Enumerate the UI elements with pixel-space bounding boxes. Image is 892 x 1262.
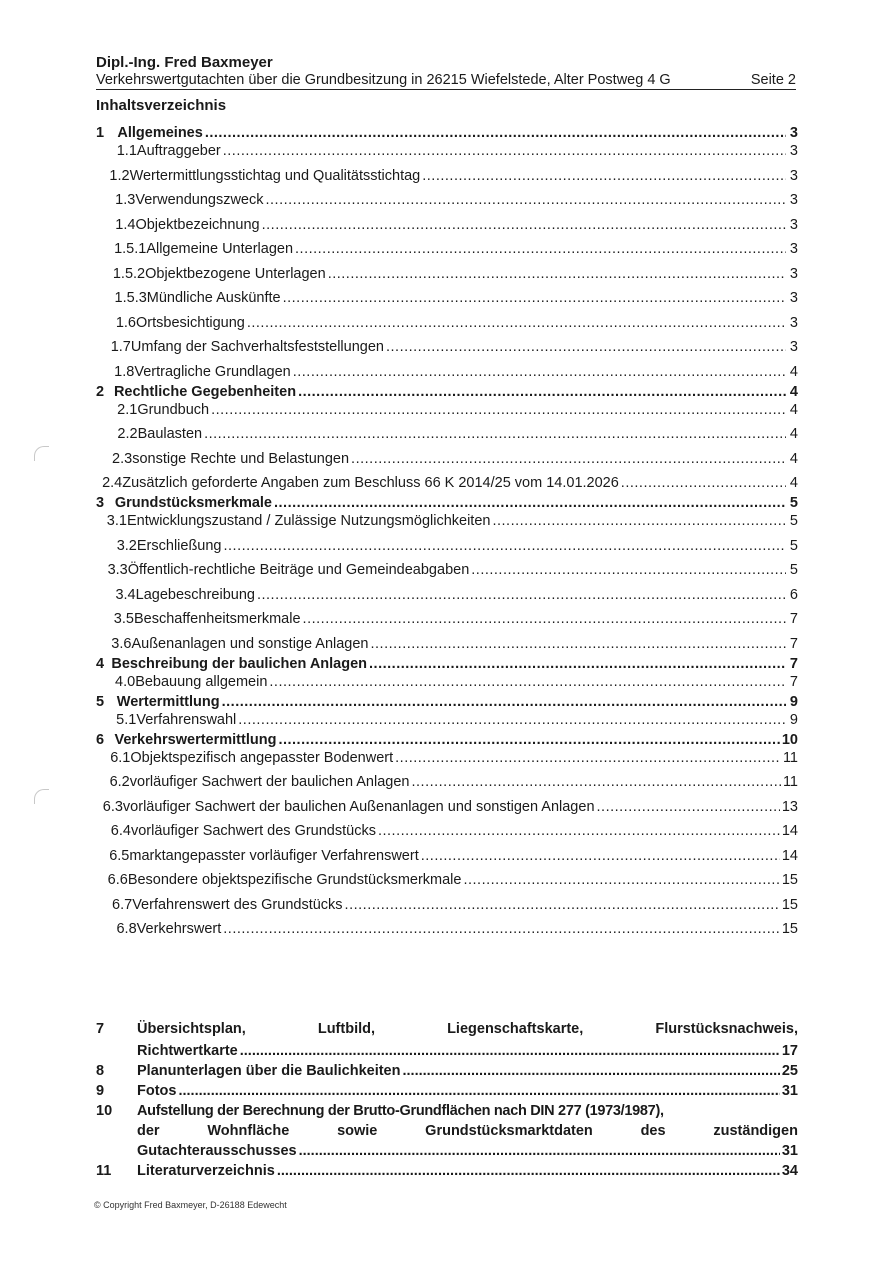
leader-dots [422, 168, 786, 184]
toc-entry-page: 14 [781, 823, 798, 839]
toc-entry-page: 4 [789, 402, 798, 418]
leader-dots [345, 897, 780, 913]
toc-entry-title: Umfang der Sachverhaltsfeststellungen [130, 339, 384, 355]
toc-entry-title: Auftraggeber [136, 143, 221, 159]
toc-entry-6-6[interactable] [96, 872, 798, 894]
leader-dots [378, 823, 780, 839]
toc-entry-title: Außenanlagen und sonstige Anlagen [131, 636, 369, 652]
toc-entry-number: 3.3 [107, 562, 128, 578]
toc-entry-page: 3 [789, 241, 798, 257]
toc-entry-title: vorläufiger Sachwert der baulichen Außenanlagen und sonstigen Anlagen [122, 799, 595, 815]
toc-entry-page: 34 [781, 1163, 798, 1179]
toc-entry-title: Verkehrswertermittlung [114, 732, 277, 748]
toc-word: sowie [337, 1123, 378, 1139]
toc-entry-number: 2.1 [117, 402, 138, 418]
toc-entry-number: 8 [96, 1063, 105, 1079]
toc-entry-number: 1.4 [115, 217, 136, 233]
toc-entry-title: Verwendungszweck [135, 192, 264, 208]
toc-entry-page: 3 [789, 143, 798, 159]
toc-entry-page: 7 [789, 674, 798, 690]
toc-entry-page: 17 [781, 1043, 798, 1059]
toc-entry-number: 6.1 [110, 750, 131, 766]
toc-entry-page: 4 [789, 384, 798, 400]
toc-entry-2-3[interactable] [96, 451, 798, 473]
toc-entry-number: 6.8 [116, 921, 137, 937]
toc-entry-number: 1.7 [110, 339, 131, 355]
toc-entry-page: 31 [781, 1143, 798, 1159]
toc-word: der [137, 1123, 160, 1139]
toc-entry-title: Fotos [137, 1083, 177, 1099]
toc-entry-number: 5 [96, 694, 105, 710]
toc-entry-page: 7 [789, 611, 798, 627]
toc-entry-number: 2.4 [102, 475, 123, 491]
toc-entry-page: 3 [789, 290, 798, 306]
toc-entry-number: 5.1 [116, 712, 137, 728]
toc-entry-6-4[interactable] [96, 823, 798, 845]
toc-entry-number: 6.3 [102, 799, 123, 815]
leader-dots [371, 636, 787, 652]
leader-dots [299, 1143, 780, 1159]
leader-dots [274, 495, 786, 511]
toc-entry-page: 10 [781, 732, 798, 748]
toc-entry-number: 1.5.3 [114, 290, 147, 306]
leader-dots [351, 451, 786, 467]
copyright-footer: © Copyright Fred Baxmeyer, D-26188 Edewecht [94, 1200, 287, 1210]
leader-dots [463, 872, 779, 888]
toc-entry-page: 3 [789, 217, 798, 233]
toc-word: zuständigen [713, 1123, 798, 1139]
toc-entry-page: 15 [781, 921, 798, 937]
toc-entry-5-1[interactable] [96, 712, 798, 734]
toc-entry-1-1[interactable] [96, 143, 798, 165]
toc-entry-title: vorläufiger Sachwert des Grundstücks [130, 823, 376, 839]
toc-entry-number: 3.6 [111, 636, 132, 652]
toc-entry-number: 3.4 [115, 587, 136, 603]
toc-entry-page: 31 [781, 1083, 798, 1099]
toc-entry-title: Allgemeine Unterlagen [146, 241, 294, 257]
leader-dots [293, 364, 786, 380]
toc-entry-number: 4 [96, 656, 105, 672]
toc-entry-4-0[interactable] [96, 674, 798, 696]
toc-entry-3-4[interactable] [96, 587, 798, 609]
toc-entry-title: Verkehrswert [136, 921, 222, 937]
toc-entry-page: 4 [789, 364, 798, 380]
leader-dots [269, 674, 786, 690]
toc-entry-number: 1.6 [115, 315, 137, 331]
toc-entry-line [137, 1123, 798, 1143]
leader-dots [278, 732, 779, 748]
toc-entry-11[interactable] [96, 1163, 798, 1183]
toc-entry-number: 2.2 [117, 426, 138, 442]
leader-dots [421, 848, 780, 864]
toc-entry-number: 2 [96, 384, 105, 400]
leader-dots [247, 315, 786, 331]
toc-entry-title: Objektspezifisch angepasster Bodenwert [130, 750, 394, 766]
toc-entry-3-1[interactable] [96, 513, 798, 535]
toc-entry-page: 7 [789, 636, 798, 652]
toc-entry-title: Lagebeschreibung [135, 587, 255, 603]
toc-entry-title: Literaturverzeichnis [137, 1163, 275, 1179]
leader-dots [298, 384, 786, 400]
toc-entry-number: 3 [96, 495, 105, 511]
toc-entry-line [137, 1063, 798, 1083]
toc-entry-page: 15 [781, 897, 798, 913]
author-name: Dipl.-Ing. Fred Baxmeyer [96, 54, 273, 71]
leader-dots [223, 921, 780, 937]
toc-entry-title: Grundstücksmerkmale [114, 495, 272, 511]
toc-entry-3-2[interactable] [96, 538, 798, 560]
toc-entry-title: Wertermittlung [116, 694, 220, 710]
toc-entry-number: 6.4 [110, 823, 131, 839]
toc-entry-page: 3 [789, 192, 798, 208]
toc-entry-title: Erschließung [136, 538, 222, 554]
toc-entry-page: 3 [789, 125, 798, 141]
toc-entry-number: 6 [96, 732, 105, 748]
toc-entry-3-6[interactable] [96, 636, 798, 658]
leader-dots [205, 125, 786, 141]
leader-dots [178, 1083, 779, 1099]
leader-dots [223, 143, 786, 159]
toc-entry-title: vorläufiger Sachwert der baulichen Anlagen [129, 774, 410, 790]
leader-dots [411, 774, 780, 790]
toc-entry-page: 7 [789, 656, 798, 672]
toc-entry-title: Zusätzlich geforderte Angaben zum Beschluss 66 K 2014/25 vom 14.01.2026 [122, 475, 619, 491]
toc-entry-page: 25 [781, 1063, 798, 1079]
leader-dots [277, 1163, 780, 1179]
leader-dots [211, 402, 786, 418]
toc-entry-title: Beschreibung der baulichen Anlagen [111, 656, 368, 672]
toc-word: des [640, 1123, 666, 1139]
leader-dots [597, 799, 780, 815]
toc-entry-number: 6.2 [109, 774, 130, 790]
toc-entry-number: 11 [96, 1163, 112, 1179]
toc-entry-3-5[interactable] [96, 611, 798, 633]
leader-dots [402, 1063, 779, 1079]
toc-entry-title: Gutachterausschusses [137, 1143, 297, 1159]
toc-entry-number: 4.0 [115, 674, 136, 690]
toc-entry-title: Bebauung allgemein [135, 674, 268, 690]
toc-entry-page: 6 [789, 587, 798, 603]
toc-entry-page: 3 [789, 315, 798, 331]
toc-entry-title: marktangepasster vorläufiger Verfahrenswert [129, 848, 419, 864]
toc-entry-number: 1.3 [115, 192, 136, 208]
toc-entry-page: 9 [789, 712, 798, 728]
toc-entry-2-2[interactable] [96, 426, 798, 448]
toc-entry-2-1[interactable] [96, 402, 798, 424]
toc-entry-number: 1.5.2 [112, 266, 146, 282]
toc-entry-title: Vertragliche Grundlagen [134, 364, 291, 380]
toc-entry-1-5-2[interactable] [96, 266, 798, 288]
toc-entry-1-5-1[interactable] [96, 241, 798, 263]
toc-entry-title: Objektbezogene Unterlagen [145, 266, 326, 282]
toc-entry-6-5[interactable] [96, 848, 798, 870]
toc-entry-page: 3 [789, 339, 798, 355]
toc-entry-1-2[interactable] [96, 168, 798, 190]
toc-entry-6-8[interactable] [96, 921, 798, 943]
leader-dots [295, 241, 786, 257]
toc-entry-page: 4 [789, 426, 798, 442]
subtitle-text: Verkehrswertgutachten über die Grundbesitzung in 26215 Wiefelstede, Alter Postweg 4 G [96, 72, 671, 88]
toc-entry-1-5-3[interactable] [96, 290, 798, 312]
toc-entry-title: Öffentlich-rechtliche Beiträge und Gemeindeabgaben [127, 562, 470, 578]
leader-dots [238, 712, 786, 728]
toc-entry-number: 1 [96, 125, 105, 141]
toc-entry-page: 3 [789, 266, 798, 282]
toc-entry-title: Planunterlagen über die Baulichkeiten [137, 1063, 401, 1079]
toc-entry-1-8[interactable] [96, 364, 798, 386]
leader-dots [471, 562, 786, 578]
leader-dots [222, 694, 786, 710]
toc-entry-8[interactable] [96, 1063, 798, 1083]
toc-entry-6-2[interactable] [96, 774, 798, 796]
toc-entry-page: 3 [789, 168, 798, 184]
toc-word: Luftbild, [317, 1021, 376, 1037]
leader-dots [369, 656, 786, 672]
toc-entry-title: Verfahrenswert des Grundstücks [132, 897, 343, 913]
toc-entry-title: Baulasten [137, 426, 203, 442]
toc-entry-title: Rechtliche Gegebenheiten [113, 384, 297, 400]
toc-entry-number: 1.8 [114, 364, 135, 380]
toc-word: Wohnfläche [207, 1123, 290, 1139]
report-subtitle [96, 72, 796, 90]
toc-entry-number: 6.5 [109, 848, 130, 864]
toc-entry-1-7[interactable] [96, 339, 798, 361]
toc-entry-title: Allgemeines [117, 125, 203, 141]
leader-dots [303, 611, 786, 627]
toc-entry-number: 9 [96, 1083, 105, 1099]
toc-entry-line [137, 1163, 798, 1183]
toc-entry-number: 3.1 [106, 513, 127, 529]
toc-heading: Inhaltsverzeichnis [96, 97, 227, 114]
toc-entry-number: 7 [96, 1021, 105, 1037]
toc-entry-title: sonstige Rechte und Belastungen [132, 451, 350, 467]
toc-entry-number: 3.5 [113, 611, 134, 627]
toc-entry-6-1[interactable] [96, 750, 798, 772]
toc-entry-page: 11 [782, 774, 798, 790]
page-number: Seite 2 [750, 72, 796, 88]
toc-entry-page: 15 [781, 872, 798, 888]
toc-entry-6-3[interactable] [96, 799, 798, 821]
toc-entry-number: 1.2 [109, 168, 130, 184]
leader-dots [386, 339, 786, 355]
leader-dots [257, 587, 786, 603]
leader-dots [328, 266, 786, 282]
toc-entry-title: Mündliche Auskünfte [146, 290, 281, 306]
toc-entry-10[interactable] [96, 1103, 798, 1165]
toc-entry-1-4[interactable] [96, 217, 798, 239]
toc-entry-title: Beschaffenheitsmerkmale [133, 611, 301, 627]
toc-entry-number: 1.5.1 [114, 241, 147, 257]
toc-entry-page: 9 [789, 694, 798, 710]
toc-entry-1-3[interactable] [96, 192, 798, 214]
toc-entry-title: Entwicklungszustand / Zulässige Nutzungsmöglichkeiten [126, 513, 491, 529]
toc-entry-title: Objektbezeichnung [135, 217, 260, 233]
toc-entry-page: 5 [789, 513, 798, 529]
toc-entry-6-7[interactable] [96, 897, 798, 919]
toc-entry-2-4[interactable] [96, 475, 798, 497]
toc-entry-page: 4 [789, 451, 798, 467]
leader-dots [266, 192, 787, 208]
punch-hole-mark [34, 789, 49, 804]
toc-entry-title: Besondere objektspezifische Grundstücksmerkmale [127, 872, 462, 888]
leader-dots [224, 538, 787, 554]
toc-entry-3-3[interactable] [96, 562, 798, 584]
toc-entry-page: 13 [781, 799, 798, 815]
toc-entry-title: Grundbuch [137, 402, 210, 418]
toc-entry-page: 11 [782, 750, 798, 766]
toc-entry-number: 1.1 [116, 143, 137, 159]
leader-dots [492, 513, 786, 529]
leader-dots [240, 1043, 780, 1059]
toc-entry-line [137, 1103, 798, 1123]
leader-dots [283, 290, 786, 306]
toc-entry-1-6[interactable] [96, 315, 798, 337]
leader-dots [395, 750, 781, 766]
toc-entry-number: 6.7 [112, 897, 133, 913]
toc-entry-number: 10 [96, 1103, 113, 1119]
toc-entry-title: Richtwertkarte [137, 1043, 238, 1059]
toc-entry-page: 5 [789, 538, 798, 554]
punch-hole-mark [34, 446, 49, 461]
toc-entry-line [137, 1043, 798, 1063]
toc-entry-number: 2.3 [112, 451, 133, 467]
toc-entry-title: Aufstellung der Berechnung der Brutto-Grundflächen nach DIN 277 (1973/1987), [137, 1103, 664, 1119]
toc-entry-page: 5 [789, 495, 798, 511]
toc-entry-page: 5 [789, 562, 798, 578]
leader-dots [262, 217, 786, 233]
leader-dots [204, 426, 786, 442]
toc-entry-number: 6.6 [107, 872, 128, 888]
toc-entry-line [137, 1021, 798, 1041]
leader-dots [621, 475, 786, 491]
toc-word: Übersichtsplan, [137, 1021, 246, 1037]
toc-entry-title: Wertermittlungsstichtag und Qualitätsstichtag [129, 168, 421, 184]
toc-entry-page: 4 [789, 475, 798, 491]
toc-entry-7[interactable] [96, 1021, 798, 1065]
toc-entry-line [137, 1143, 798, 1163]
toc-word: Flurstücksnachweis, [655, 1021, 798, 1037]
toc-entry-title: Ortsbesichtigung [136, 315, 245, 331]
toc-entry-page: 14 [781, 848, 798, 864]
toc-entry-line [137, 1083, 798, 1103]
toc-entry-number: 3.2 [116, 538, 137, 554]
toc-entry-9[interactable] [96, 1083, 798, 1103]
toc-word: Liegenschaftskarte, [447, 1021, 584, 1037]
toc-entry-title: Verfahrenswahl [136, 712, 237, 728]
toc-word: Grundstücksmarktdaten [425, 1123, 593, 1139]
